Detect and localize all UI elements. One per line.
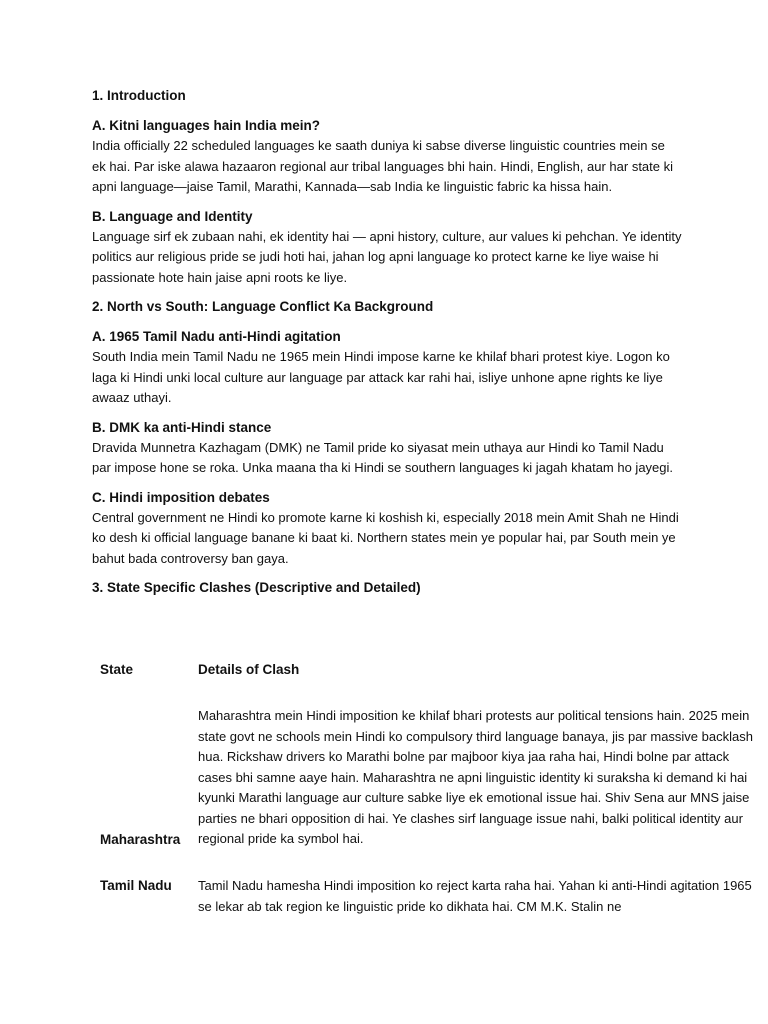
table-header-row [100, 660, 760, 680]
paragraph-language-identity: Language sirf ek zubaan nahi, ek identity hai — apni history, culture, aur values ki pehchan. Ye identity politics aur religious pride se judi hoti hai, jahan log apni language ko protect karne ke liye waise hi passionate hote hain jaise apni roots ke liye. [92, 228, 682, 285]
table-cell-details: Maharashtra mein Hindi imposition ke khilaf bhari protests aur political tensions hain. 2025 mein state govt ne schools mein Hindi ko compulsory third language banaya, jis par massive backlash hua. Rickshaw drivers ko Marathi bolne par majboor kiya jaa raha hai, Hindi bolne par attack cases bhi samne aaye hain. Maharashtra ne apni linguistic identity ki suraksha ki demand ki hai kyunki Marathi language aur culture sabke liye ek emotional issue hai. Shiv Sena aur MNS jaise parties ne bhari opposition di hai. Ye clashes sirf language issue nahi, balki political identity aur regional pride ka symbol hai. [198, 708, 753, 846]
subsection-heading-dmk-stance: B. DMK ka anti-Hindi stance [92, 419, 272, 435]
paragraph-dmk-stance: Dravida Munnetra Kazhagam (DMK) ne Tamil pride ko siyasat mein uthaya aur Hindi ko Tamil Nadu par impose hone se roka. Unka maana tha ki Hindi se southern languages ki jagah khatam ho jayegi. [92, 439, 674, 475]
table-cell-details: Tamil Nadu hamesha Hindi imposition ko reject karta raha hai. Yahan ki anti-Hindi agitation 1965 se lekar ab tak region ke linguistic pride ko dikhata hai. CM M.K. Stalin ne [198, 878, 752, 914]
subsection-heading-1965-agitation: A. 1965 Tamil Nadu anti-Hindi agitation [92, 329, 341, 344]
section-heading-introduction: 1. Introduction [92, 88, 186, 103]
section-heading-state-clashes: 3. State Specific Clashes (Descriptive and Detailed) [92, 580, 421, 595]
state-clash-table [100, 660, 760, 914]
table-row [100, 876, 760, 917]
table-header-details: Details of Clash [198, 662, 300, 677]
table-row [100, 706, 760, 850]
table-header-state: State [100, 662, 134, 677]
section-heading-north-vs-south: 2. North vs South: Language Conflict Ka Background [92, 299, 434, 314]
document-body [92, 86, 756, 608]
subsection-heading-language-identity: B. Language and Identity [92, 208, 253, 224]
paragraph-hindi-imposition: Central government ne Hindi ko promote karne ki koshish ki, especially 2018 mein Amit Shah ne Hindi ko desh ki official language banane ki baat ki. Northern states mein ye popular hai, par South mein ye bahut bada controversy ban gaya. [92, 509, 679, 566]
subsection-heading-hindi-imposition: C. Hindi imposition debates [92, 489, 270, 505]
paragraph-languages-count: India officially 22 scheduled languages ke saath duniya ki sabse diverse linguistic countries mein se ek hai. Par iske alawa hazaaron regional aur tribal languages bhi hain. Hindi, English, aur har state ki apni language—jaise Tamil, Marathi, Kannada—sab India ke linguistic fabric ka hissa hain. [92, 138, 674, 194]
paragraph-1965-agitation: South India mein Tamil Nadu ne 1965 mein Hindi impose karne ke khilaf bhari protest kiye. Logon ko laga ki Hindi unki local culture aur language par attack kar rahi hai, isliye unhone apne rights ke liye awaaz uthayi. [92, 349, 670, 405]
table-cell-state: Maharashtra [100, 831, 181, 847]
table-cell-state: Tamil Nadu [100, 878, 172, 893]
subsection-heading-languages-count: A. Kitni languages hain India mein? [92, 118, 321, 133]
